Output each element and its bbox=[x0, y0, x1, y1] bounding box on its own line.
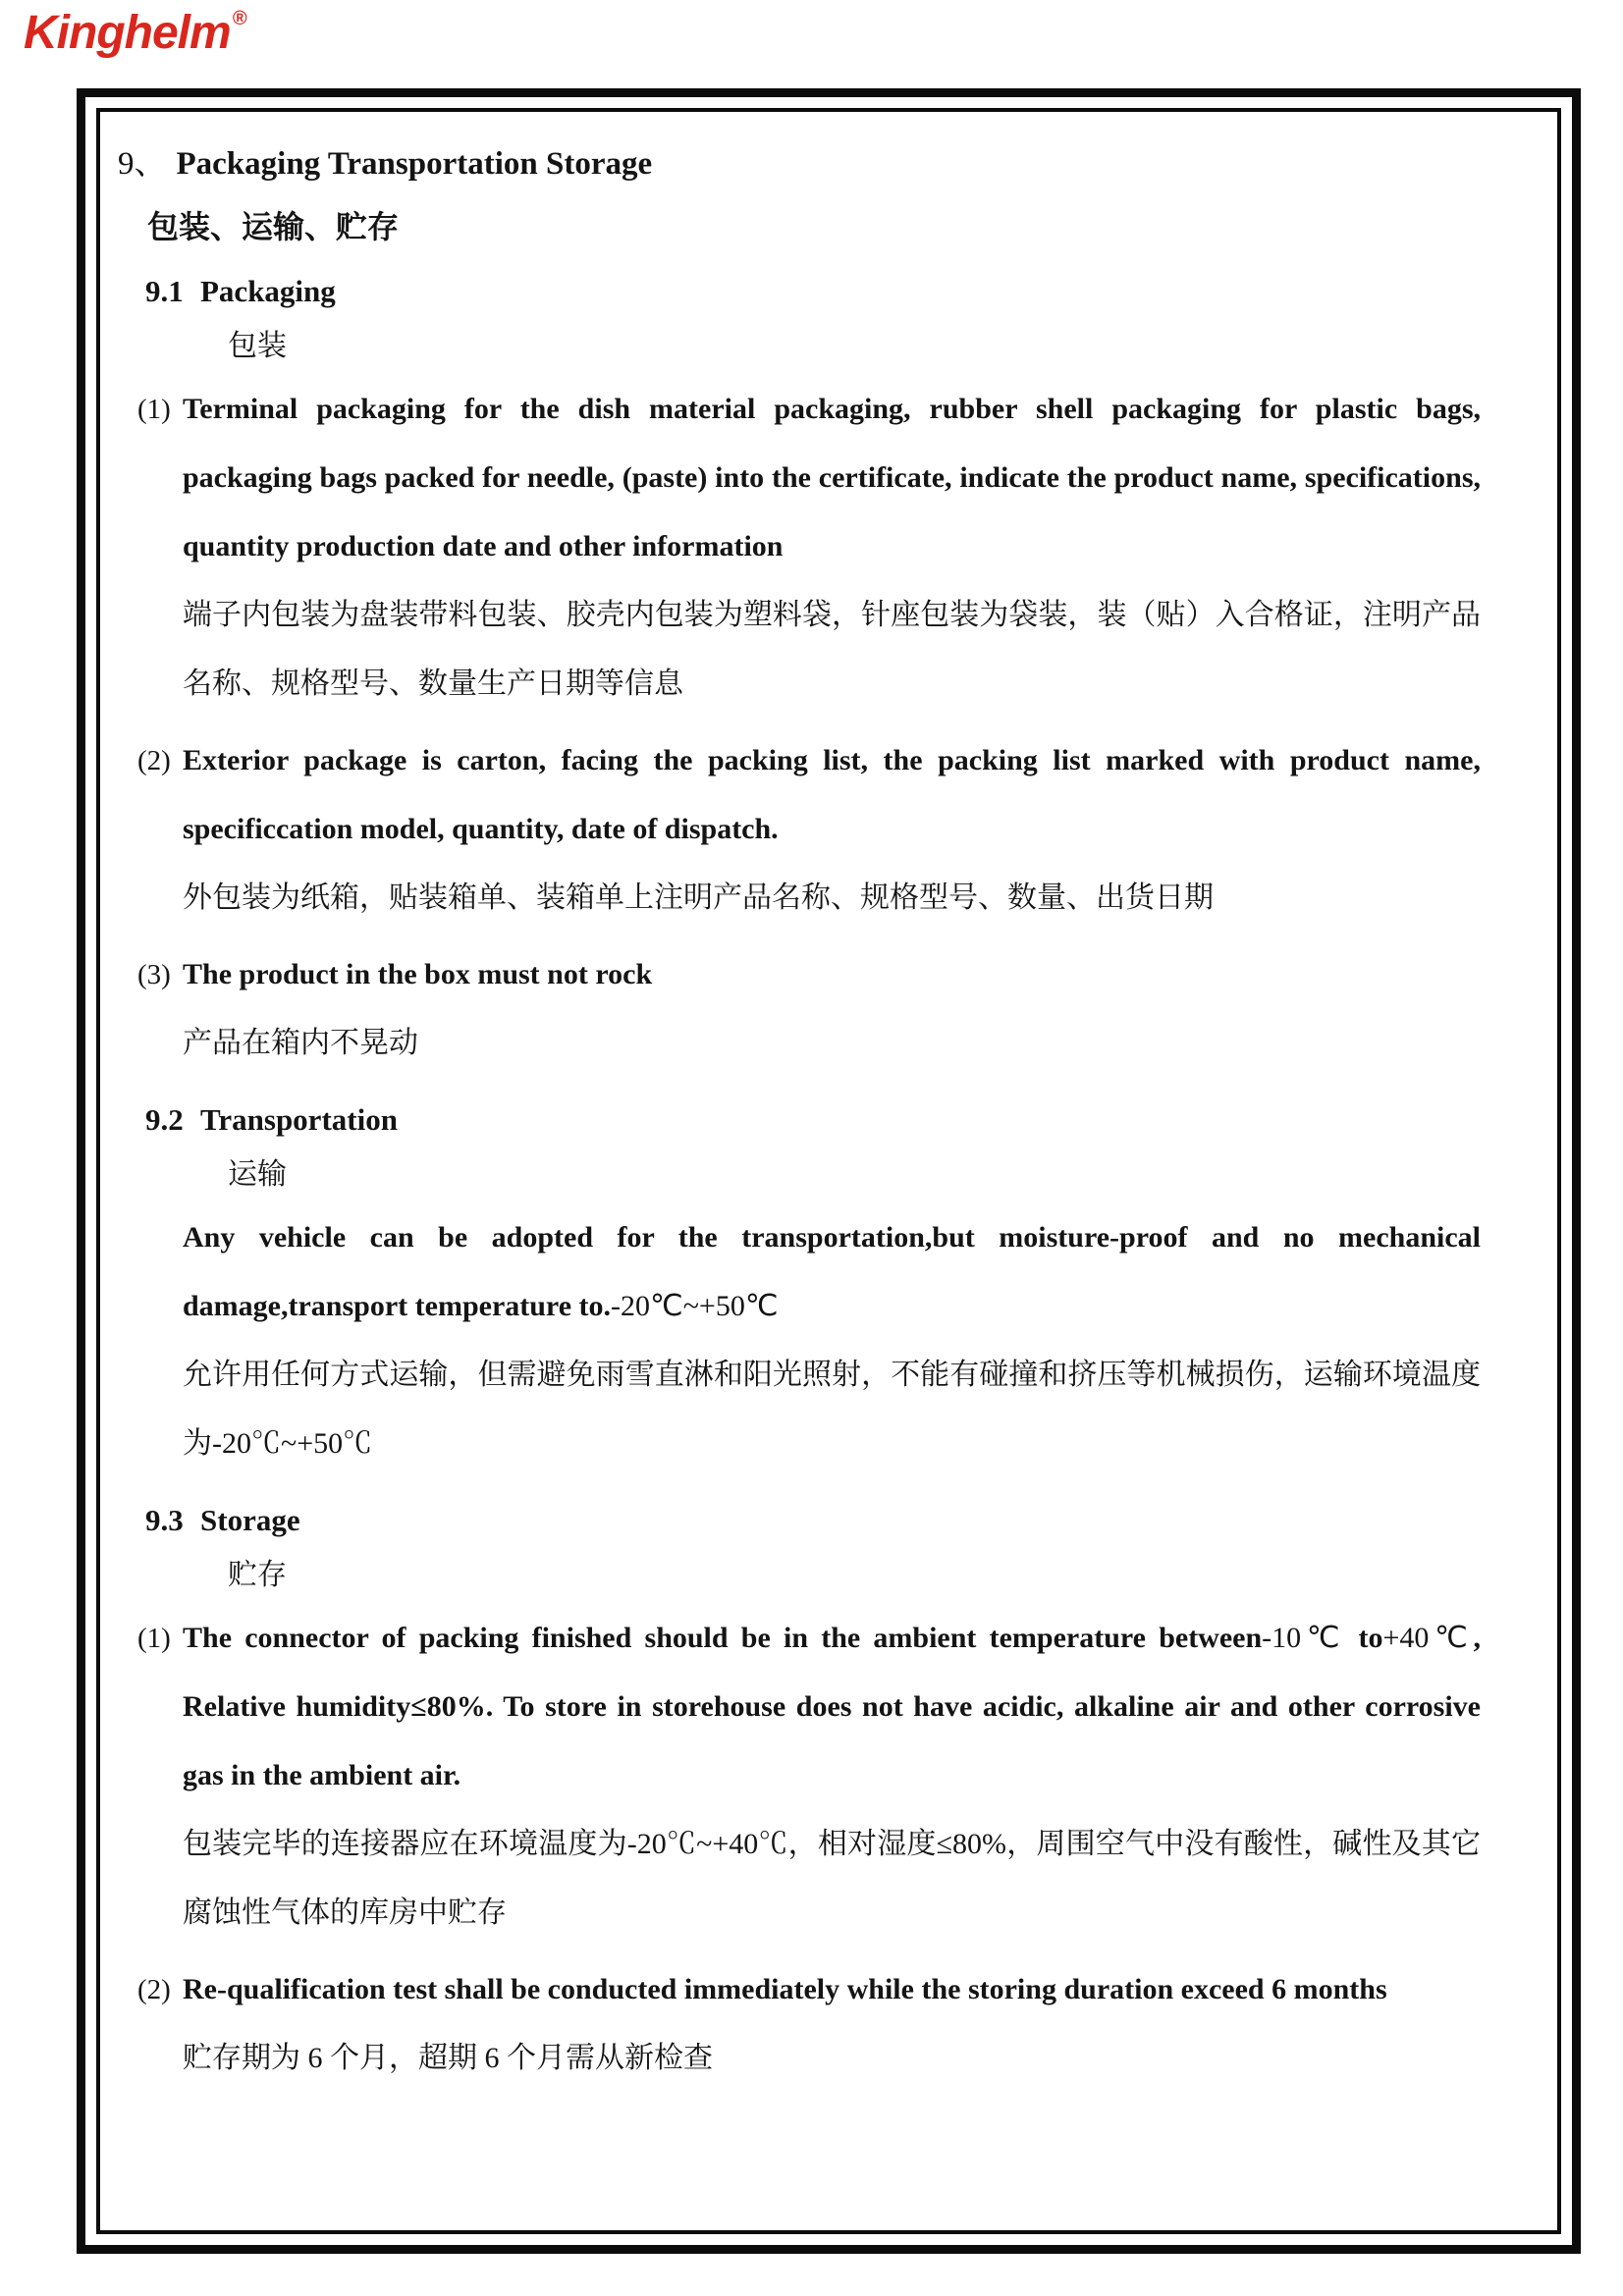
section-number: 9、 bbox=[118, 146, 167, 182]
subsection-9-1-number: 9.1 bbox=[145, 274, 184, 308]
item-body bbox=[183, 1955, 1481, 2093]
subsection-9-2-title-zh: 运输 bbox=[228, 1158, 287, 1191]
transportation-text-zh: 允许用任何方式运输，但需避免雨雪直淋和阳光照射，不能有碰撞和挤压等机械损伤，运输环境温度为-20℃~+50℃ bbox=[183, 1359, 1481, 1460]
item-text-zh: 产品在箱内不晃动 bbox=[183, 1027, 418, 1059]
item-marker: (2) bbox=[137, 745, 171, 776]
item-text-en: Re-qualification test shall be conducted immediately while the storing duration exceed 6 months bbox=[183, 1973, 1387, 2005]
subsection-9-2-number: 9.2 bbox=[145, 1102, 184, 1137]
subsection-9-3-heading bbox=[145, 1500, 1481, 1541]
item-marker: (2) bbox=[137, 1974, 171, 2005]
transportation-temperature-range: -20℃~+50℃ bbox=[611, 1290, 779, 1322]
section-heading bbox=[118, 141, 1481, 187]
item-body bbox=[183, 375, 1481, 719]
list-item-packaging-1 bbox=[118, 375, 1481, 719]
storage-text-part-2: to bbox=[1345, 1622, 1383, 1654]
transportation-text-en bbox=[183, 1203, 1481, 1341]
item-marker: (1) bbox=[137, 1623, 171, 1654]
item-body bbox=[183, 726, 1481, 933]
item-text-en: The product in the box must not rock bbox=[183, 958, 653, 990]
list-item-storage-1 bbox=[118, 1604, 1481, 1948]
item-body bbox=[183, 940, 1481, 1078]
item-text-zh: 贮存期为 6 个月，超期 6 个月需从新检查 bbox=[183, 2042, 713, 2074]
subsection-9-1-heading bbox=[145, 271, 1481, 312]
storage-text-part-1: The connector of packing finished should be in the ambient temperature between bbox=[183, 1622, 1263, 1654]
transportation-text-en-bold: Any vehicle can be adopted for the transportation,but moisture-proof and no mechanical damage,transport temperature to. bbox=[183, 1221, 1481, 1322]
item-marker: (3) bbox=[137, 959, 171, 990]
kinghelm-logo bbox=[24, 6, 245, 60]
section-title-en: Packaging Transportation Storage bbox=[176, 146, 653, 182]
storage-text-part-3: , Relative humidity≤80%. To store in storehouse does not have acidic, alkaline air and other corrosive gas in the ambient air. bbox=[183, 1622, 1481, 1791]
item-text-en bbox=[183, 1604, 1481, 1810]
subsection-9-3-title-en: Storage bbox=[200, 1503, 300, 1537]
list-item-storage-2 bbox=[118, 1955, 1481, 2093]
document-content bbox=[100, 112, 1557, 2230]
subsection-9-2-heading bbox=[145, 1099, 1481, 1141]
storage-temp-low: -10℃ bbox=[1262, 1622, 1346, 1654]
item-body bbox=[183, 1604, 1481, 1948]
item-text-zh: 端子内包装为盘装带料包装、胶壳内包装为塑料袋，针座包装为袋装，装（贴）入合格证，注明产品名称、规格型号、数量生产日期等信息 bbox=[183, 599, 1481, 700]
item-text-zh: 包装完毕的连接器应在环境温度为-20℃~+40℃，相对湿度≤80%，周围空气中没有酸性，碱性及其它腐蚀性气体的库房中贮存 bbox=[183, 1828, 1481, 1929]
section-title-zh: 包装、运输、贮存 bbox=[147, 209, 400, 244]
subsection-9-1-title-zh: 包装 bbox=[228, 330, 287, 362]
subsection-9-2-title-en: Transportation bbox=[200, 1102, 398, 1137]
registered-trademark-icon: ® bbox=[232, 8, 246, 29]
item-text-zh: 外包装为纸箱，贴装箱单、装箱单上注明产品名称、规格型号、数量、出货日期 bbox=[183, 881, 1214, 914]
item-text-en: Terminal packaging for the dish material packaging, rubber shell packaging for plastic bags, packaging bags packed for needle, (paste) into the certificate, indicate the product name, specifications, quantity production date and other information bbox=[183, 393, 1481, 562]
item-text-en: Exterior package is carton, facing the packing list, the packing list marked with product name, specificcation model, quantity, date of dispatch. bbox=[183, 744, 1481, 845]
transportation-paragraph bbox=[183, 1203, 1481, 1478]
list-item-packaging-2 bbox=[118, 726, 1481, 933]
storage-temp-high: +40℃ bbox=[1382, 1622, 1474, 1654]
outer-border-frame bbox=[77, 88, 1581, 2254]
item-marker: (1) bbox=[137, 394, 171, 425]
inner-border-frame bbox=[96, 108, 1561, 2234]
subsection-9-3-title-zh: 贮存 bbox=[228, 1559, 287, 1591]
logo-text: Kinghelm bbox=[24, 7, 231, 59]
list-item-packaging-3 bbox=[118, 940, 1481, 1078]
subsection-9-1-title-en: Packaging bbox=[200, 274, 336, 308]
subsection-9-3-number: 9.3 bbox=[145, 1503, 184, 1537]
